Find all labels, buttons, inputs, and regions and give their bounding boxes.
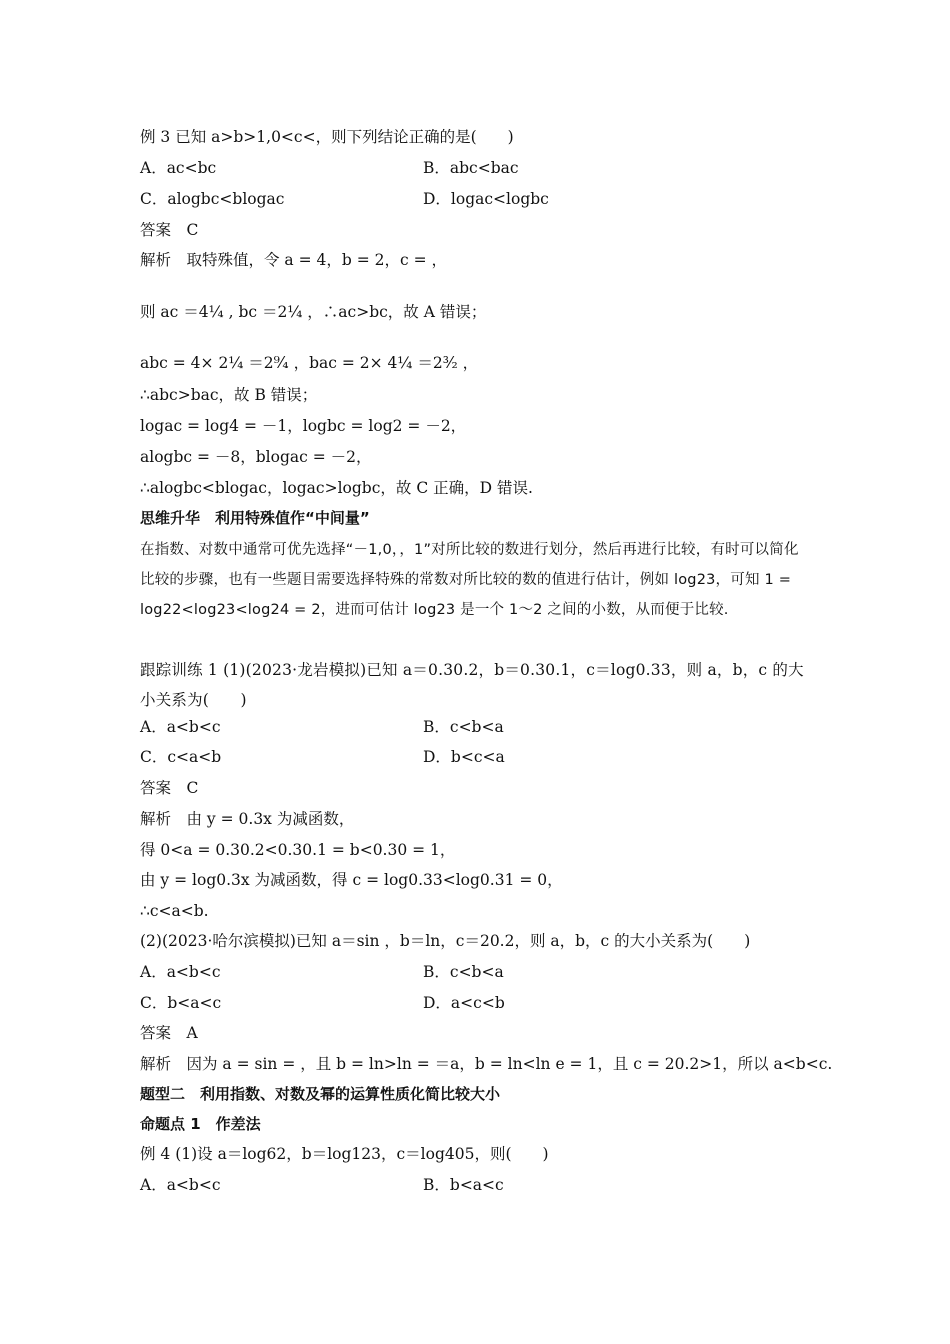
solution-line: logac = log4 = －1，logbc = log2 = －2， bbox=[140, 417, 467, 435]
solution-line: 解析 因为 a = sin = ，且 b = ln>ln = ＝a，b = ln<ln e = 1，且 c = 20.2>1，所以 a<b<c. bbox=[140, 1055, 833, 1073]
practice-2-question: (2)(2023·哈尔滨模拟)已知 a＝sin ，b＝ln，c＝20.2，则 a，b，c 的大小关系为( ) bbox=[140, 932, 751, 950]
practice-1-question: 跟踪训练 1 (1)(2023·龙岩模拟)已知 a＝0.30.2，b＝0.30.1，c＝log0.33，则 a，b，c 的大小关系为( ) bbox=[140, 661, 804, 709]
option-b: B．abc<bac bbox=[423, 159, 519, 177]
thinking-summary-title: 思维升华 利用特殊值作“中间量” bbox=[140, 509, 370, 527]
option-a: A．a<b<c bbox=[140, 963, 221, 981]
solution-line: ∴abc>bac，故 B 错误； bbox=[140, 386, 318, 404]
example-3-question: 例 3 已知 a>b>1,0<c<，则下列结论正确的是( ) bbox=[140, 128, 514, 146]
answer: 答案 C bbox=[140, 221, 199, 239]
option-d: D．a<c<b bbox=[423, 994, 505, 1012]
option-a: A．ac<bc bbox=[140, 159, 217, 177]
option-d: D．b<c<a bbox=[423, 748, 505, 766]
answer: 答案 A bbox=[140, 1024, 198, 1042]
option-a: A．a<b<c bbox=[140, 1176, 221, 1194]
option-b: B．c<b<a bbox=[423, 718, 504, 736]
option-c: C．c<a<b bbox=[140, 748, 222, 766]
subsection-heading: 命题点 1 作差法 bbox=[140, 1115, 261, 1133]
option-c: C．alogbc<blogac bbox=[140, 190, 285, 208]
section-heading: 题型二 利用指数、对数及幂的运算性质化简比较大小 bbox=[140, 1085, 501, 1103]
option-c: C．b<a<c bbox=[140, 994, 222, 1012]
solution-line: alogbc = －8，blogac = －2， bbox=[140, 448, 372, 466]
option-b: B．c<b<a bbox=[423, 963, 504, 981]
thinking-summary-body: 在指数、对数中通常可优先选择“－1,0，，1”对所比较的数进行划分，然后再进行比较，有时可以简化比较的步骤，也有一些题目需要选择特殊的常数对所比较的数的值进行估计，例如 log23，可知 1 = log22<log23<log24 = 2，进而可估计 log23 是一个 1～2 之间的小数，从而便于比较. bbox=[140, 542, 799, 618]
option-a: A．a<b<c bbox=[140, 718, 221, 736]
solution-line: ∴alogbc<blogac，logac>logbc，故 C 正确，D 错误. bbox=[140, 479, 533, 497]
example-4-question: 例 4 (1)设 a＝log62，b＝log123，c＝log405，则( ) bbox=[140, 1145, 549, 1163]
option-b: B．b<a<c bbox=[423, 1176, 504, 1194]
solution-line: ∴c<a<b. bbox=[140, 902, 209, 920]
solution-line: 则 ac ＝4¼ , bc ＝2¼ ，∴ac>bc，故 A 错误； bbox=[140, 303, 487, 321]
option-d: D．logac<logbc bbox=[423, 190, 549, 208]
solution-line: 得 0<a = 0.30.2<0.30.1 = b<0.30 = 1， bbox=[140, 841, 456, 859]
solution-line: 由 y = log0.3x 为减函数，得 c = log0.33<log0.31 = 0， bbox=[140, 871, 563, 889]
solution-line: abc = 4× 2¼ ＝2⁹⁄₄ ，bac = 2× 4¼ ＝2³⁄₂ ， bbox=[140, 354, 479, 372]
solution-line: 解析 取特殊值，令 a = 4，b = 2，c = ， bbox=[140, 251, 448, 269]
answer: 答案 C bbox=[140, 779, 199, 797]
solution-line: 解析 由 y = 0.3x 为减函数， bbox=[140, 810, 355, 828]
